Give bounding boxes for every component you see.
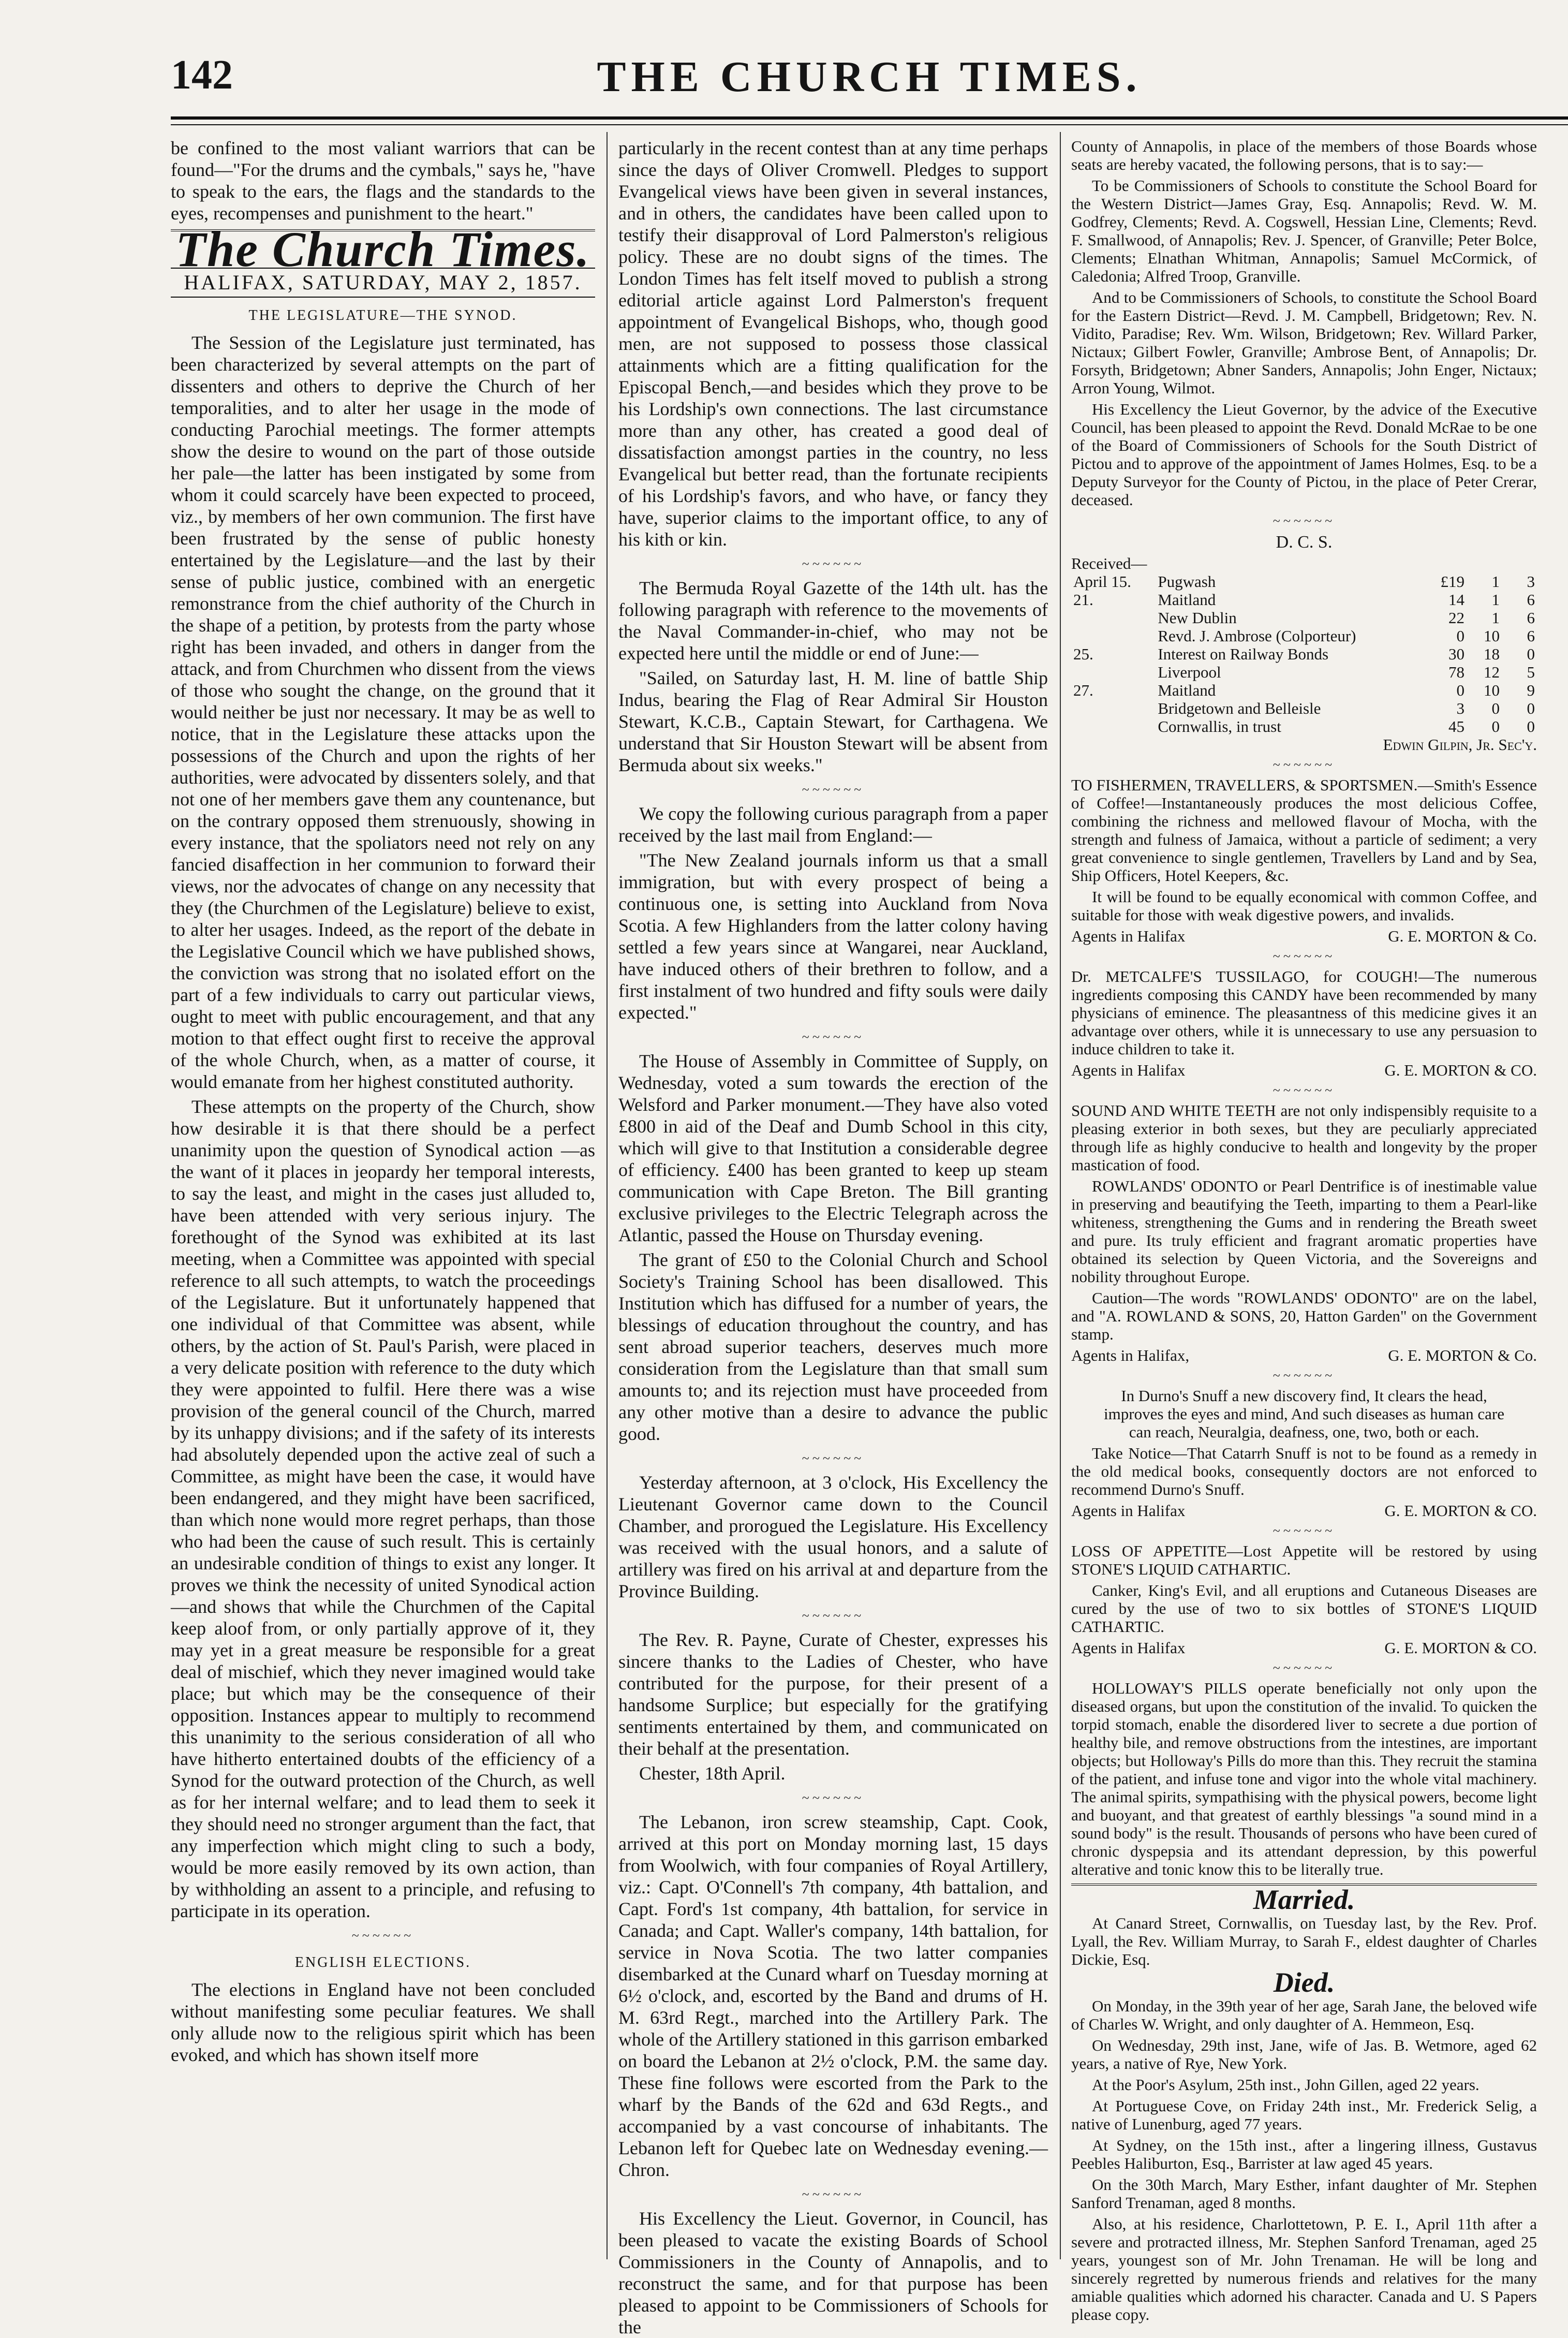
advertisement-text: SOUND AND WHITE TEETH are not only indispensibly requisite to a pleasing exterior in both sexes, but they are peculiarly appreciated through life as highly conducive to health and longevity by the proper mastication of food. <box>1071 1101 1537 1174</box>
news-item: The House of Assembly in Committee of Supply, on Wednesday, voted a sum towards the erection of the Welsford and Parker monument.—They have also voted £800 in aid of the Deaf and Dumb School in this city, which will give to that Institution a considerable degree of efficiency. £400 has been granted to keep up steam communication with Cape Breton. The Bill granting exclusive privileges to the Electric Telegraph across the Atlantic, passed the House on Thursday evening. <box>618 1051 1048 1245</box>
dcs-date <box>1071 699 1156 717</box>
header-rule-thin <box>171 124 1568 125</box>
agents-label: Agents in Halifax <box>1071 1061 1186 1079</box>
dcs-shillings: 10 <box>1484 681 1500 699</box>
news-item: The grant of £50 to the Colonial Church and School Society's Training School has been disallowed. This Institution which has diffused for a number of years, the blessings of education throughout the country, and has sent abroad superior teachers, deserves much more consideration from the Legislature than that small sum amounts to; and its rejection must have proceeded from any other motive than a desire to advance the public good. <box>618 1249 1048 1444</box>
advertisement-verse: In Durno's Snuff a new discovery find, It clears the head, improves the eyes and mind, And such diseases as human care can reach, Neuralgia, deafness, one, two, both or each. <box>1104 1387 1504 1441</box>
dcs-shillings: 10 <box>1484 627 1500 645</box>
news-item: The Bermuda Royal Gazette of the 14th ult. has the following paragraph with reference to the movements of the Naval Commander-in-chief, who may not be expected here until the middle or end of June:— <box>618 578 1048 664</box>
dcs-date: 27. <box>1073 681 1093 699</box>
ornament-divider: ~~~~~~ <box>802 1790 865 1805</box>
advertisement-agents <box>1071 1502 1537 1520</box>
notice-text: To be Commissioners of Schools to constitute the School Board for the Western District—James Gray, Esq. Annapolis; Revd. W. M. Godfrey, Clements; Revd. A. Cogswell, Hessian Line, Clements; Revd. F. Smallwood, of Annapolis; Rev. J. Spencer, of Granville; Peter Bolce, Clements; Elnathan Whitman, Annapolis; Samuel McCormick, of Caledonia; Alfred Troop, Granville. <box>1071 177 1537 285</box>
column-3 <box>1071 137 1537 2324</box>
notice-entry: At Sydney, on the 15th inst., after a lingering illness, Gustavus Peebles Haliburton, Esq., Barrister at law aged 45 years. <box>1071 2136 1537 2172</box>
agents-label: Agents in Halifax, <box>1071 1346 1190 1364</box>
dcs-row <box>1071 645 1537 663</box>
dcs-place: Maitland <box>1158 591 1216 609</box>
dcs-shillings: 1 <box>1491 609 1500 627</box>
ornament-divider: ~~~~~~ <box>1273 1523 1336 1538</box>
dcs-row <box>1071 591 1537 609</box>
dcs-pence: 0 <box>1527 717 1535 736</box>
news-item-signoff: Chester, 18th April. <box>639 1763 786 1784</box>
ornament-divider: ~~~~~~ <box>802 1608 865 1623</box>
agents-firm: G. E. MORTON & Co. <box>1388 927 1537 945</box>
dcs-place: Bridgetown and Belleisle <box>1158 699 1321 717</box>
dcs-pounds: £19 <box>1440 572 1465 591</box>
dcs-place: Cornwallis, in trust <box>1158 717 1281 736</box>
agents-firm: G. E. MORTON & Co. <box>1388 1346 1537 1364</box>
quoted-text: "Sailed, on Saturday last, H. M. line of battle Ship Indus, bearing the Flag of Rear Admiral Sir Houston Stewart, K.C.B., Captain Stewart, for Carthagena. We understand that Sir Houston Stewart will be absent from Bermuda about six weeks." <box>618 668 1048 775</box>
dcs-row <box>1071 627 1537 645</box>
dcs-row <box>1071 681 1537 699</box>
dcs-place: Pugwash <box>1158 572 1216 591</box>
article-paragraph: These attempts on the property of the Church, show how desirable it is that there should be a perfect unanimity upon the question of Synodical action —as the want of it places in jeopardy her temporal interests, to say the least, and might in the cases just alluded to, have been attended with very serious injury. The forethought of the Synod was exhibited at its last meeting, when a Committee was appointed with special reference to all such attempts, to watch the proceedings of the Legislature. But it unfortunately happened that one individual of that Committee was absent, while others, by the action of St. Paul's Parish, were placed in a very delicate position with reference to the duty which they were appointed to fulfil. Here there was a wise provision of the general council of the Church, marred by its unhappy divisions; and if the safety of its interests had absolutely depended upon the active zeal of such a Committee, as might have been the case, it would have been endangered, and they might have been sacrificed, than which none would more regret perhaps, than those who had been the cause of such result. This is certainly an undesirable condition of things to exist any longer. It proves we think the necessity of united Synodical action—and shows that while the Churchmen of the Capital keep aloof from, or only partially approve of it, they may yet in a great measure be responsible for a great deal of mischief, which they never imagined would take place; but which may be the consequence of their opposition. Instances appear to multiply to recommend this unanimity to the serious consideration of all who have hitherto entertained doubts of the efficiency of a Synod for the outward protection of the Church, as well as for her internal welfare; and to lead them to seek it they should need no stronger argument than the fact, that any imperfection which might cling to such a body, would be more easily removed by its own action, than by withholding an assent to a principle, and refusing to participate in its operation. <box>171 1096 595 1921</box>
ornament-divider: ~~~~~~ <box>802 782 865 797</box>
dcs-shillings: 0 <box>1491 717 1500 736</box>
advertisement-text: Canker, King's Evil, and all eruptions and Cutaneous Diseases are cured by the use of two to six bottles of STONE'S LIQUID CATHARTIC. <box>1071 1581 1537 1636</box>
notice-text: His Excellency the Lieut Governor, by the advice of the Executive Council, has been pleased to appoint the Revd. Donald McRae to be one of the Board of Commissioners of Schools for the South District of Pictou and to approve of the appointment of James Holmes, Esq. to be a Deputy Surveyor for the County of Pictou, in the place of Peter Crerar, deceased. <box>1071 400 1537 509</box>
dcs-title: D. C. S. <box>1276 533 1333 552</box>
advertisement-text: Take Notice—That Catarrh Snuff is not to be found as a remedy in the old medical books, consequently doctors are not enforced to recommend Durno's Snuff. <box>1071 1444 1537 1498</box>
notice-entry: On Monday, in the 39th year of her age, Sarah Jane, the beloved wife of Charles W. Wright, and only daughter of A. Hemmeon, Esq. <box>1071 1997 1537 2033</box>
ornament-divider: ~~~~~~ <box>802 1451 865 1466</box>
column-divider <box>607 132 608 2259</box>
section-heading: ENGLISH ELECTIONS. <box>294 1954 471 1971</box>
ornament-divider: ~~~~~~ <box>802 556 865 571</box>
advertisement-text: ROWLANDS' ODONTO or Pearl Dentrifice is of inestimable value in preserving and beautifying the Teeth, imparting to them a Pearl-like whiteness, strengthening the Gums and in rendering the Breath sweet and pure. Its truly efficient and fragrant aromatic properties have obtained its selection by Queen Victoria, and the Sovereigns and nobility throughout Europe. <box>1071 1177 1537 1286</box>
ornament-divider: ~~~~~~ <box>1273 1083 1336 1098</box>
news-item: The Lebanon, iron screw steamship, Capt. Cook, arrived at this port on Monday morning last, 15 days from Woolwich, with four companies of Royal Artillery, viz.: Capt. O'Connell's 7th company, 4th battalion, and Capt. Ford's 1st company, 4th battalion, for service in Canada; and Capt. Waller's company, 14th battalion, for service in Nova Scotia. The two latter companies disembarked at the Cunard wharf on Tuesday morning at 6½ o'clock, and, escorted by the Band and drums of H. M. 63rd Regt., marched into the Artillery Park. The whole of the Artillery stationed in this garrison embarked on board the Lebanon at 2½ o'clock, P.M. the same day. These fine follows were escorted from the Park to the wharf by the Bands of the 62d and 63d Regts., and accompanied by a vast concourse of inhabitants. The Lebanon left for Quebec late on Wednesday evening.—Chron. <box>618 1812 1048 2180</box>
article-paragraph: The elections in England have not been concluded without manifesting some peculiar features. We shall only allude now to the religious spirit which has been evoked, and which has shown itself more <box>171 1979 595 2065</box>
dcs-signature: Edwin Gilpin, Jr. Sec'y. <box>1383 736 1537 754</box>
dcs-place: New Dublin <box>1158 609 1237 627</box>
news-item: The Rev. R. Payne, Curate of Chester, expresses his sincere thanks to the Ladies of Chester, who have contributed for the purpose, for their present of a handsome Surplice; but especially for the gratifying sentiments entertained by them, and communicated on their behalf at the presentation. <box>618 1629 1048 1759</box>
dcs-place: Revd. J. Ambrose (Colporteur) <box>1158 627 1356 645</box>
header-rule <box>171 116 1568 120</box>
notice-text: And to be Commissioners of Schools, to constitute the School Board for the Eastern District—Revd. J. M. Campbell, Bridgetown; Rev. N. Vidito, Paradise; Rev. Wm. Wilson, Bridgetown; Rev. Willard Parker, Nictaux; Gilbert Fowler, Granville; Ambrose Bent, of Annapolis; Dr. Forsyth, Bridgetown; Abner Sanders, Annapolis; John Enger, Nictaux; Arron Young, Wilmot. <box>1071 288 1537 397</box>
married-heading: Married. <box>1253 1884 1355 1915</box>
section-heading: THE LEGISLATURE—THE SYNOD. <box>248 307 517 324</box>
ornament-divider: ~~~~~~ <box>802 2187 865 2202</box>
news-item: We copy the following curious paragraph from a paper received by the last mail from England:— <box>618 803 1048 846</box>
dcs-received-label: Received— <box>1071 554 1147 572</box>
quoted-text: "The New Zealand journals inform us that a small immigration, but with every prospect of being a continuous one, is setting into Auckland from Nova Scotia. A few Highlanders from the latter colony having settled a few years since at Wangarei, near Auckland, have induced others of their brethren to follow, and a first instalment of two hundred and fifty souls were daily expected." <box>618 850 1048 1023</box>
article-text: be confined to the most valiant warriors that can be found—"For the drums and the cymbals," says he, "have to speak to the ears, the flags and the standards to the eyes, recompenses and punishment to the heart." <box>171 138 595 224</box>
ornament-divider: ~~~~~~ <box>1273 757 1336 772</box>
dcs-pounds: 22 <box>1448 609 1465 627</box>
dcs-date: 21. <box>1073 591 1093 609</box>
ornament-divider: ~~~~~~ <box>1273 1368 1336 1383</box>
advertisement-text: Caution—The words "ROWLANDS' ODONTO" are on the label, and "A. ROWLAND & SONS, 20, Hatton Garden" on the Government stamp. <box>1071 1289 1537 1343</box>
advertisement-agents <box>1071 1639 1537 1657</box>
advertisement-text: LOSS OF APPETITE—Lost Appetite will be restored by using STONE'S LIQUID CATHARTIC. <box>1071 1542 1537 1578</box>
dcs-row <box>1071 699 1537 717</box>
advertisement-text: HOLLOWAY'S PILLS operate beneficially not only upon the diseased organs, but upon the constitution of the invalid. To quicken the torpid stomach, enable the disordered liver to secrete a due portion of healthy bile, and remove obstructions from the intestines, are important objects; but Holloway's Pills do more than this. They recruit the stamina of the patient, and infuse tone and vigor into the whole vital machinery. The animal spirits, sympathising with the physical powers, become light and buoyant, and that greatest of earthly blessings "a sound mind in a sound body" is the result. Thousands of persons who have been cured of chronic dyspepsia and its attendant depression, by this powerful alterative and tonic know this to be literally true. <box>1071 1679 1537 1878</box>
dcs-date <box>1071 717 1156 736</box>
agents-firm: G. E. MORTON & CO. <box>1384 1502 1537 1520</box>
dcs-pence: 6 <box>1527 591 1535 609</box>
dcs-date: April 15. <box>1073 572 1131 591</box>
dateline: HALIFAX, SATURDAY, MAY 2, 1857. <box>171 268 595 298</box>
dcs-place: Liverpool <box>1158 663 1221 681</box>
dcs-pounds: 14 <box>1448 591 1465 609</box>
article-paragraph: The Session of the Legislature just terminated, has been characterized by several attempts on the part of dissenters and others to deprive the Church of her temporalities, and to alter her usage in the mode of conducting Parochial meetings. The former attempts show the desire to wound on the part of those outside her pale—the latter has been instigated by some from whom it could scarcely have been expected to proceed, viz., by members of her own communion. The first have been frustrated by the sense of public honesty entertained by the Legislature—and the last by their sense of public justice, combined with an energetic remonstrance from the chief authority of the Church in the shape of a petition, by protests from the party whose right has been invaded, and others in danger from the attack, and from Churchmen who dissent from the views of those who sought the change, on the ground that it would neither be just nor necessary. It may be as well to notice, that in the Legislature these attacks upon the possessions of the Church and upon the rights of her authorities, were advocated by dissenters solely, and that not one of her members gave them any countenance, but on the contrary opposed them strenuously, showing in every instance, that the spoliators need not rely on any fancied disaffection in her communion to forward their views, nor the advocates of change on any necessity that they (the Churchmen of the Legislature) believe to exist, to alter her usages. Indeed, as the report of the debate in the Legislative Council which we have published shows, the conviction was strong that no isolated effort on the part of a few individuals to carry out particular views, ought to meet with public encouragement, and that any motion to that effect ought first to receive the approval of the whole Church, when, as a matter of course, it would emanate from her highest constituted authority. <box>171 332 595 1092</box>
agents-firm: G. E. MORTON & CO. <box>1384 1639 1537 1657</box>
ornament-divider: ~~~~~~ <box>1273 513 1336 528</box>
advertisement-agents <box>1071 1346 1537 1364</box>
column-2 <box>618 137 1048 2337</box>
dcs-shillings: 18 <box>1484 645 1500 663</box>
dcs-shillings: 1 <box>1491 572 1500 591</box>
dcs-shillings: 1 <box>1491 591 1500 609</box>
advertisement-agents <box>1071 927 1537 945</box>
dcs-row <box>1071 663 1537 681</box>
dcs-pence: 0 <box>1527 645 1535 663</box>
dcs-pence: 6 <box>1527 609 1535 627</box>
advertisement-text: TO FISHERMEN, TRAVELLERS, & SPORTSMEN.—Smith's Essence of Coffee!—Instantaneously produces the most delicious Coffee, combining the richness and mellowed flavour of Mocha, with the strength and fulness of Jamaica, without a particle of sediment; a very great convenience to single gentlemen, Travellers by Land and by Sea, Ship Officers, Hotel Keepers, &c. <box>1071 776 1537 885</box>
dcs-pence: 0 <box>1527 699 1535 717</box>
running-title: THE CHURCH TIMES. <box>597 53 1142 101</box>
dcs-pounds: 3 <box>1456 699 1465 717</box>
notice-entry: On Wednesday, 29th inst, Jane, wife of Jas. B. Wetmore, aged 62 years, a native of Rye, New York. <box>1071 2036 1537 2072</box>
page-header <box>171 52 1568 114</box>
dcs-date <box>1071 609 1156 627</box>
dcs-row <box>1071 572 1537 591</box>
advertisement-text: Dr. METCALFE'S TUSSILAGO, for COUGH!—The numerous ingredients composing this CANDY have been recommended by many physicians of eminence. The pleasantness of this medicine gives it an advantage over others, while it is unnecessary to use any persuasion to induce children to take it. <box>1071 967 1537 1058</box>
editorial-masthead <box>171 222 595 298</box>
dcs-pounds: 0 <box>1456 681 1465 699</box>
dcs-pounds: 45 <box>1448 717 1465 736</box>
dcs-pence: 3 <box>1527 572 1535 591</box>
dcs-place: Interest on Railway Bonds <box>1158 645 1329 663</box>
dcs-pounds: 0 <box>1456 627 1465 645</box>
dcs-pence: 9 <box>1527 681 1535 699</box>
advertisement-text: It will be found to be equally economical with common Coffee, and suitable for those with weak digestive powers, and invalids. <box>1071 888 1537 924</box>
dcs-pounds: 30 <box>1448 645 1465 663</box>
ornament-divider: ~~~~~~ <box>351 1928 415 1943</box>
column-1 <box>171 137 595 2259</box>
notice-text: County of Annapolis, in place of the members of those Boards whose seats are hereby vacated, the following persons, that is to say:— <box>1071 137 1537 173</box>
dcs-place: Maitland <box>1158 681 1216 699</box>
notice-entry: At the Poor's Asylum, 25th inst., John Gillen, aged 22 years. <box>1092 2076 1480 2094</box>
news-item: Yesterday afternoon, at 3 o'clock, His Excellency the Lieutenant Governor came down to the Council Chamber, and prorogued the Legislature. His Excellency was received with the usual honors, and a salute of artillery was fired on his arrival at and departure from the Province Building. <box>618 1472 1048 1601</box>
dcs-date: 25. <box>1073 645 1093 663</box>
notice-entry: Also, at his residence, Charlottetown, P. E. I., April 11th after a severe and protracted illness, Mr. Stephen Sanford Trenaman, aged 25 years, youngest son of Mr. John Trenaman. He will be long and sincerely regretted by numerous friends and relatives for the many amiable qualities which adorned his character. Canada and U. S Papers please copy. <box>1071 2215 1537 2324</box>
dcs-row <box>1071 717 1537 736</box>
agents-label: Agents in Halifax <box>1071 927 1186 945</box>
ornament-divider: ~~~~~~ <box>1273 949 1336 964</box>
agents-firm: G. E. MORTON & CO. <box>1384 1061 1537 1079</box>
dcs-shillings: 0 <box>1491 699 1500 717</box>
agents-label: Agents in Halifax <box>1071 1502 1186 1520</box>
notice-entry: At Portuguese Cove, on Friday 24th inst., Mr. Frederick Selig, a native of Lunenburg, aged 77 years. <box>1071 2097 1537 2133</box>
dcs-date <box>1071 663 1156 681</box>
article-paragraph: particularly in the recent contest than at any time perhaps since the days of Oliver Cromwell. Pledges to support Evangelical views have been given in several instances, and in others, the candidates have been called upon to testify their disapproval of Lord Palmerston's religious policy. These are no doubt signs of the times. The London Times has felt itself moved to publish a strong editorial article against Lord Palmerston's frequent appointment of Evangelical Bishops, who, though good men, are not supposed to possess those classical attainments which are a fitting qualification for the Episcopal Bench,—and besides which they prove to be his Lordship's own connections. The last circumstance more than any other, has created a good deal of dissatisfaction amongst parties in the country, no less Evangelical but better read, than the fortunate recipients of his Lordship's favors, and who have, or fancy they have, superior claims to the important office, to any of his kith or kin. <box>618 138 1048 550</box>
dcs-row <box>1071 609 1537 627</box>
page-number: 142 <box>171 52 233 98</box>
advertisement-agents <box>1071 1061 1537 1079</box>
dcs-pence: 6 <box>1527 627 1535 645</box>
paper-nameplate: The Church Times. <box>175 222 590 277</box>
dcs-pounds: 78 <box>1448 663 1465 681</box>
died-heading: Died. <box>1273 1967 1335 1998</box>
news-item: His Excellency the Lieut. Governor, in Council, has been pleased to vacate the existing Boards of School Commissioners in the County of Annapolis, and to reconstruct the same, and for that purpose has been pleased to appoint to be Commissioners of Schools for the <box>618 2208 1048 2337</box>
agents-label: Agents in Halifax <box>1071 1639 1186 1657</box>
dcs-table <box>1071 572 1537 736</box>
ornament-divider: ~~~~~~ <box>1273 1660 1336 1675</box>
dcs-shillings: 12 <box>1484 663 1500 681</box>
dcs-pence: 5 <box>1527 663 1535 681</box>
dcs-date <box>1071 627 1156 645</box>
column-divider <box>1060 132 1061 2259</box>
ornament-divider: ~~~~~~ <box>802 1030 865 1045</box>
notice-entry: On the 30th March, Mary Esther, infant daughter of Mr. Stephen Sanford Trenaman, aged 8 months. <box>1071 2175 1537 2212</box>
notice-entry: At Canard Street, Cornwallis, on Tuesday last, by the Rev. Prof. Lyall, the Rev. William Murray, to Sarah F., eldest daughter of Charles Dickie, Esq. <box>1071 1914 1537 1968</box>
